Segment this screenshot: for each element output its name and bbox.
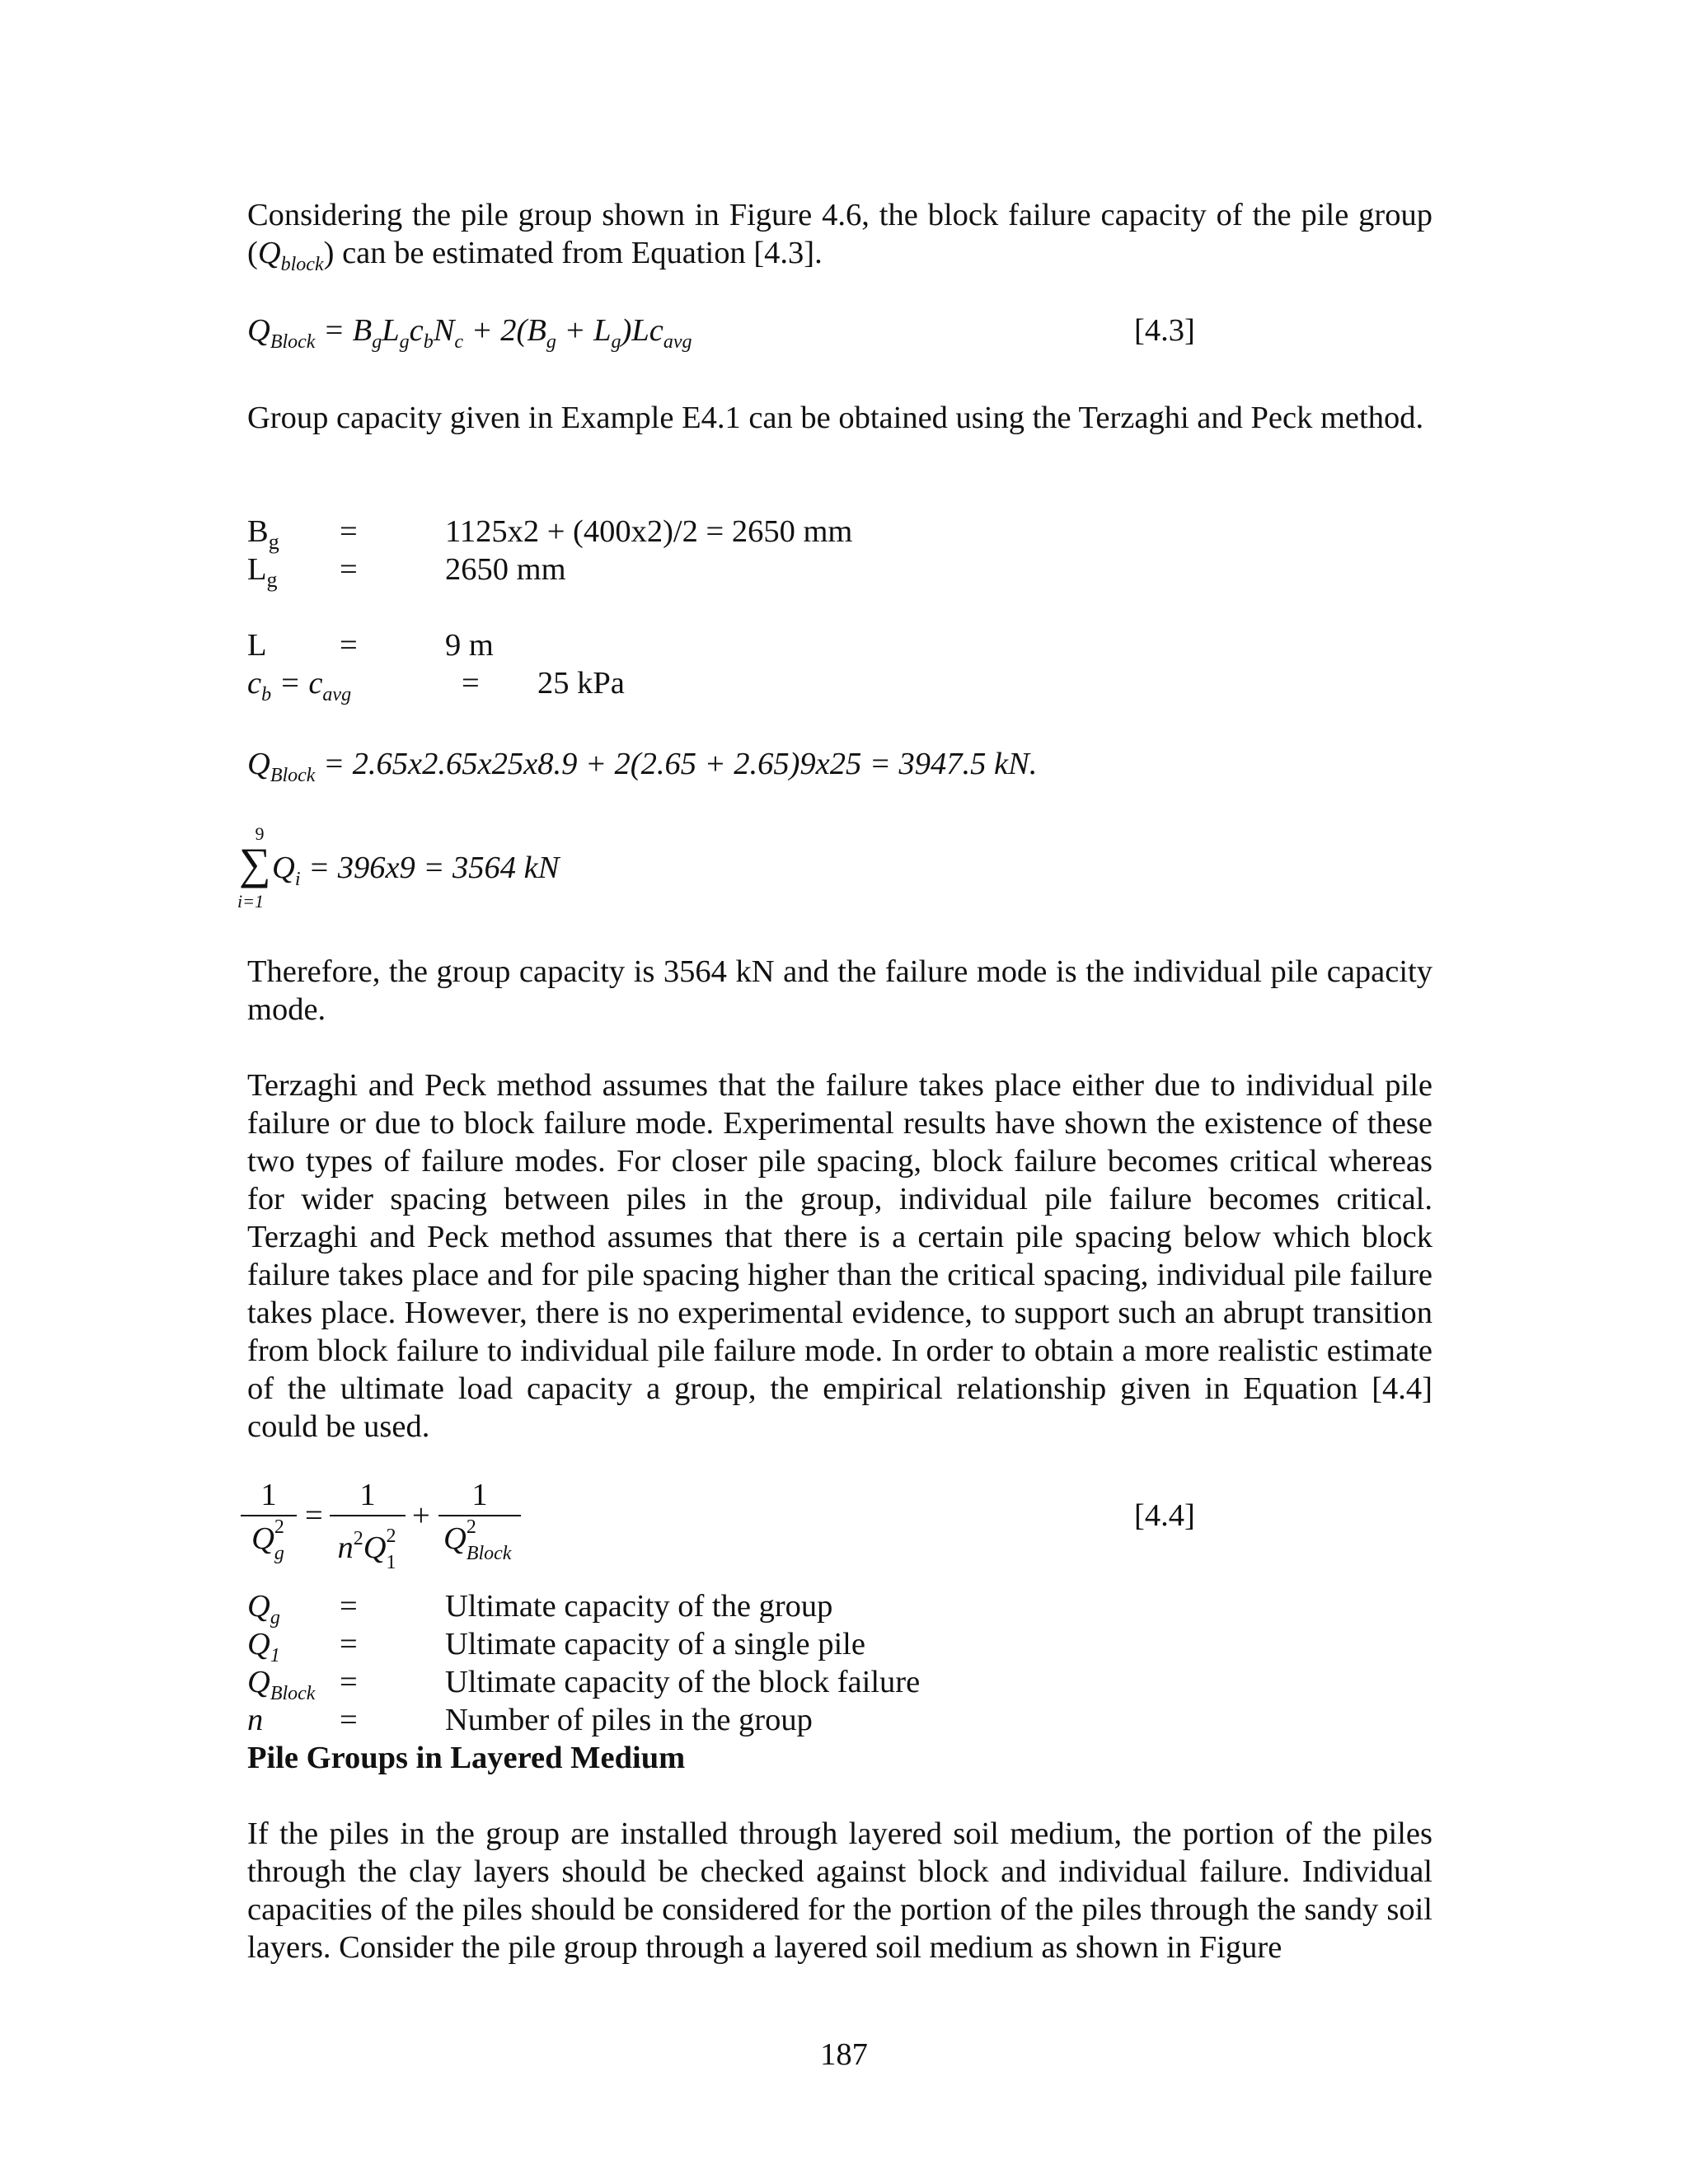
eq-subscript: g bbox=[546, 331, 556, 353]
def-equals: = bbox=[340, 1665, 358, 1699]
eq-term: c bbox=[409, 313, 424, 348]
var-equals: = bbox=[340, 628, 358, 663]
sum-subscript: i bbox=[294, 869, 301, 890]
subscript: g bbox=[274, 1543, 284, 1564]
var-label: B bbox=[247, 514, 269, 549]
q-subscript: block bbox=[280, 254, 324, 275]
def-subscript: g bbox=[270, 1607, 280, 1629]
def-equals: = bbox=[340, 1703, 358, 1737]
superscript: 2 bbox=[274, 1516, 284, 1538]
fraction-denominator bbox=[438, 1516, 521, 1564]
sigma-symbol: ∑ bbox=[239, 839, 271, 888]
q-symbol: Q bbox=[251, 1521, 274, 1556]
eq-term: = B bbox=[315, 313, 373, 348]
terzaghi-peck-paragraph bbox=[247, 1066, 1432, 1446]
var-value: 2650 mm bbox=[445, 552, 566, 587]
eq-subscript: g bbox=[611, 331, 621, 353]
eq-subscript: g bbox=[399, 331, 410, 353]
def-subscript: 1 bbox=[270, 1645, 280, 1666]
q-symbol: Q bbox=[257, 236, 281, 270]
equation-4-3 bbox=[247, 312, 692, 361]
equation-number-4-4: [4.4] bbox=[1134, 1498, 1195, 1533]
page-number: 187 bbox=[820, 2037, 868, 2072]
var-subscript: avg bbox=[322, 684, 352, 705]
result-paragraph bbox=[247, 953, 1432, 1029]
sum-symbol: Q bbox=[272, 851, 295, 885]
calc-symbol: Q bbox=[247, 747, 270, 781]
superscript: 2 bbox=[353, 1528, 363, 1549]
sum-expression bbox=[272, 849, 559, 898]
intro-text-end: ) can be estimated from Equation [4.3]. bbox=[323, 236, 823, 270]
fraction-numerator: 1 bbox=[260, 1478, 277, 1512]
var-equals: = bbox=[462, 666, 480, 701]
eq-term: + L bbox=[556, 313, 612, 348]
def-equals: = bbox=[340, 1589, 358, 1624]
var-subscript: g bbox=[268, 530, 279, 554]
var-label: c bbox=[247, 666, 262, 701]
def-symbol: Q bbox=[247, 1665, 270, 1699]
eq-subscript: g bbox=[372, 331, 382, 353]
def-description: Ultimate capacity of a single pile bbox=[445, 1627, 865, 1661]
eq-term: + 2(B bbox=[463, 313, 546, 348]
plus-sign: + bbox=[412, 1498, 430, 1533]
def-description: Ultimate capacity of the block failure bbox=[445, 1665, 921, 1699]
result-text: Therefore, the group capacity is 3564 kN and the failure mode is the individual pile capacity mode. bbox=[247, 954, 1432, 1027]
var-subscript: b bbox=[261, 684, 272, 705]
sum-value: = 396x9 = 3564 kN bbox=[300, 851, 560, 885]
calc-expression: = 2.65x2.65x25x8.9 + 2(2.65 + 2.65)9x25 = 3947.5 kN. bbox=[315, 747, 1038, 781]
equals-sign: = bbox=[305, 1498, 323, 1533]
calc-subscript: Block bbox=[270, 765, 316, 786]
fraction-denominator bbox=[241, 1516, 297, 1564]
eq-subscript: c bbox=[454, 331, 464, 353]
def-subscript: Block bbox=[270, 1683, 316, 1704]
intro-paragraph bbox=[247, 196, 1432, 284]
method-text: Group capacity given in Example E4.1 can be obtained using the Terzaghi and Peck method. bbox=[247, 401, 1424, 435]
equation-number-4-3: [4.3] bbox=[1134, 313, 1195, 348]
def-equals: = bbox=[340, 1627, 358, 1661]
q-block-calculation bbox=[247, 745, 1037, 794]
subscript: Block bbox=[466, 1543, 512, 1564]
var-subscript: g bbox=[266, 568, 278, 592]
fraction-1-over-qblock2 bbox=[438, 1477, 521, 1564]
var-label: = c bbox=[271, 666, 323, 701]
sum-upper-limit: 9 bbox=[255, 823, 265, 844]
var-value: 1125x2 + (400x2)/2 = 2650 mm bbox=[445, 514, 853, 549]
fraction-numerator: 1 bbox=[471, 1478, 488, 1512]
fraction-bar bbox=[241, 1515, 297, 1516]
q-symbol: Q bbox=[443, 1521, 467, 1556]
def-symbol: Q bbox=[247, 1589, 270, 1624]
eq-subscript: b bbox=[423, 331, 434, 353]
terzaghi-peck-text: Terzaghi and Peck method assumes that the failure takes place either due to individual pile failure or due to block failure mode. Experimental results have shown the existence of these two types of failure modes. For closer pile spacing, block failure becomes critical whereas for wider spacing between piles in the group, individual pile failure becomes critical. Terzaghi and Peck method assumes that there is a certain pile spacing below which block failure takes place and for pile spacing higher than the critical spacing, individual pile failure takes place. However, there is no experimental evidence, to support such an abrupt transition from block failure to individual pile failure mode. In order to obtain a more realistic estimate of the ultimate load capacity a group, the empirical relationship given in Equation [4.4] could be used. bbox=[247, 1068, 1432, 1444]
layered-medium-paragraph bbox=[247, 1815, 1432, 1966]
fraction-bar bbox=[438, 1515, 521, 1516]
eq-symbol: Q bbox=[247, 313, 270, 348]
layered-medium-text: If the piles in the group are installed through layered soil medium, the portion of the piles through the clay layers should be checked against block and individual failure. Individual capacities of the piles should be considered for the portion of the piles through the sandy soil layers. Consider the pile group through a layered soil medium as shown in Figure bbox=[247, 1816, 1432, 1965]
fraction-numerator: 1 bbox=[359, 1478, 376, 1512]
fraction-1-over-qg2 bbox=[241, 1477, 297, 1564]
var-label: L bbox=[247, 552, 267, 587]
var-value: 25 kPa bbox=[537, 666, 625, 701]
def-symbol: n bbox=[247, 1703, 264, 1737]
def-symbol: Q bbox=[247, 1627, 270, 1661]
eq-term: L bbox=[382, 313, 400, 348]
var-label: L bbox=[247, 628, 267, 663]
fraction-bar bbox=[330, 1515, 406, 1516]
eq-subscript: avg bbox=[663, 331, 692, 353]
intro-text: Considering the pile group shown in Figure 4.6, the block failure capacity of the pile group ( bbox=[247, 198, 1432, 270]
method-paragraph bbox=[247, 399, 1432, 437]
section-heading: Pile Groups in Layered Medium bbox=[247, 1741, 686, 1775]
subscript: 1 bbox=[386, 1552, 396, 1573]
eq-term: N bbox=[433, 313, 455, 348]
superscript: 2 bbox=[386, 1526, 396, 1547]
q-symbol: Q bbox=[363, 1530, 387, 1565]
def-description: Number of piles in the group bbox=[445, 1703, 813, 1737]
fraction-1-over-n2q12 bbox=[330, 1477, 406, 1573]
eq-subscript: Block bbox=[270, 331, 316, 353]
var-value: 9 m bbox=[445, 628, 494, 663]
eq-term: )Lc bbox=[621, 313, 663, 348]
var-equals: = bbox=[340, 552, 358, 587]
superscript: 2 bbox=[466, 1516, 476, 1538]
var-equals: = bbox=[340, 514, 358, 549]
n-symbol: n bbox=[337, 1530, 354, 1565]
fraction-denominator bbox=[330, 1520, 406, 1573]
sum-lower-limit: i=1 bbox=[237, 891, 264, 912]
def-description: Ultimate capacity of the group bbox=[445, 1589, 833, 1624]
